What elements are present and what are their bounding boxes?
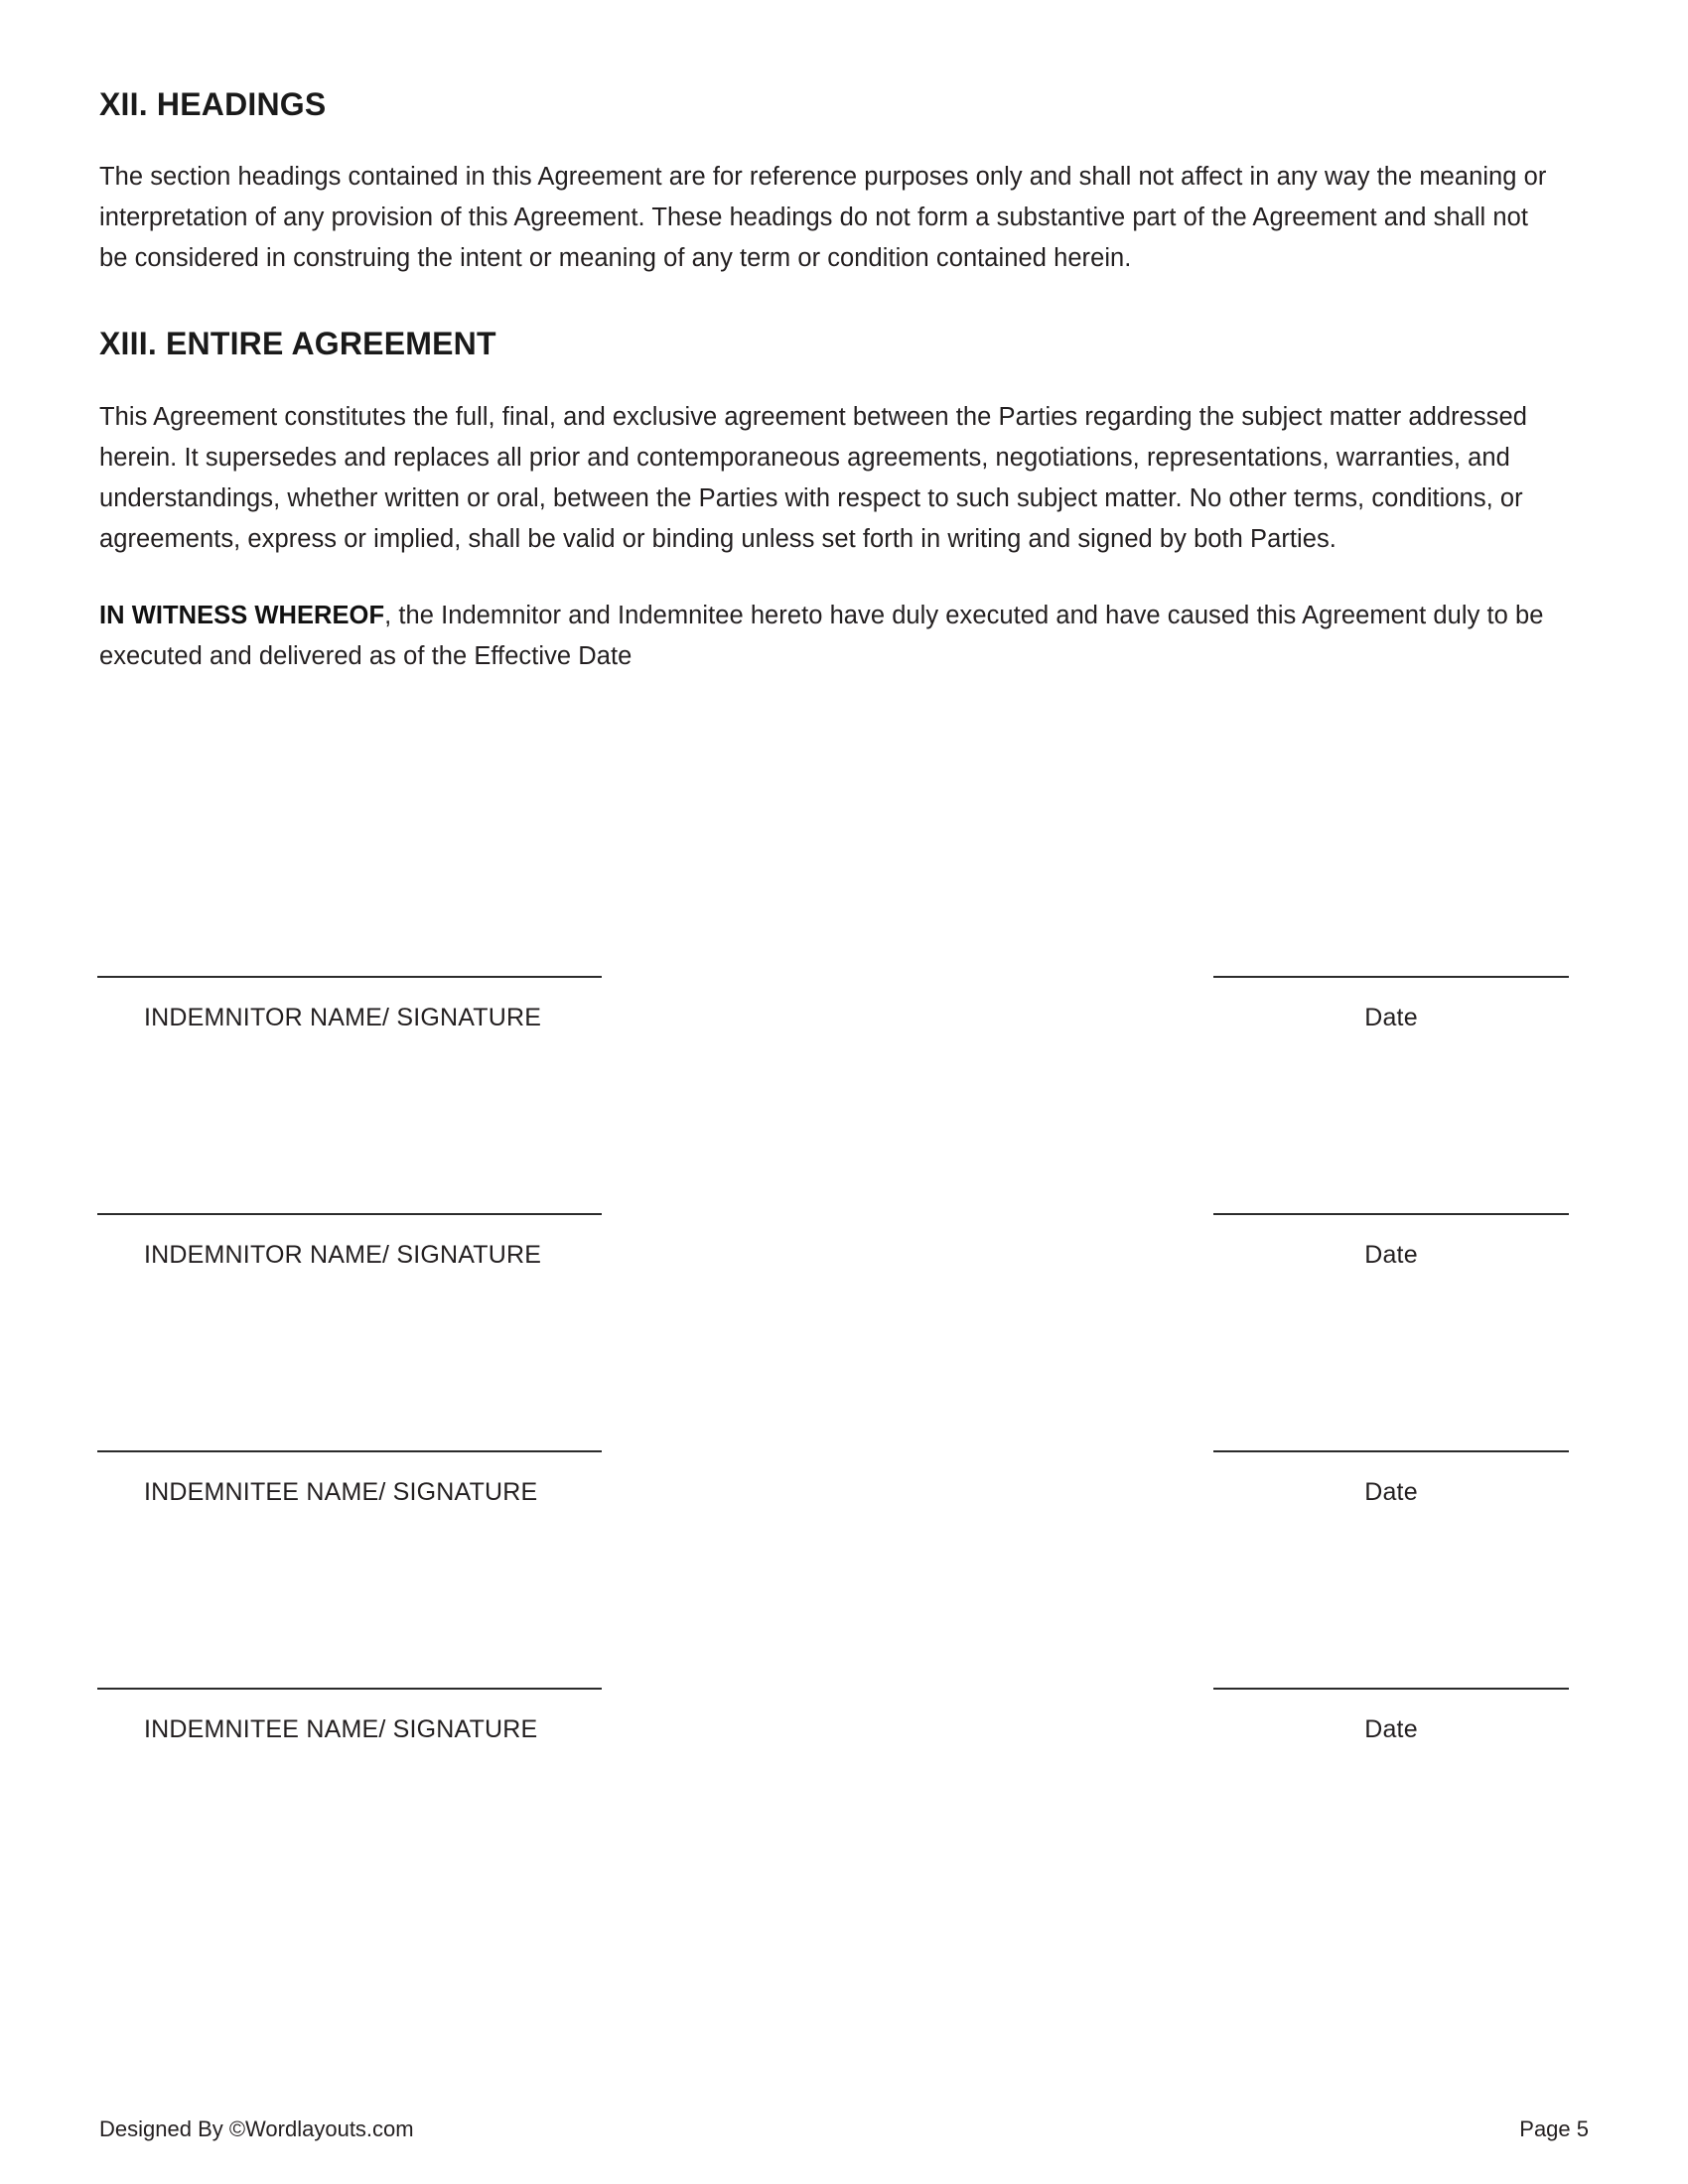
date-label-3: Date xyxy=(1364,1478,1418,1506)
page-footer xyxy=(99,2116,1589,2142)
signature-date-field-2[interactable] xyxy=(1213,1213,1569,1270)
signature-date-field-3[interactable] xyxy=(1213,1450,1569,1507)
signature-block-3 xyxy=(0,1450,1688,1570)
signature-name-field-4[interactable] xyxy=(97,1688,602,1744)
section-paragraph-headings: The section headings contained in this Agreement are for reference purposes only and shall not affect in any way the meaning or interpretation of any provision of this Agreement. These headings do not form a substantive part of the Agreement and shall not be considered in construing the intent or meaning of any term or condition contained herein. xyxy=(99,163,1547,273)
signature-block-4 xyxy=(0,1688,1688,1807)
section-heading-headings: XII. HEADINGS xyxy=(99,86,327,122)
witness-paragraph xyxy=(99,596,1549,677)
footer-credit: Designed By ©Wordlayouts.com xyxy=(99,2116,414,2141)
signature-line-4 xyxy=(97,1688,602,1690)
section-paragraph-entire-agreement: This Agreement constitutes the full, final, and exclusive agreement between the Parties regarding the subject matter addressed herein. It supersedes and replaces all prior and contemporaneous agreements, negotiations, representations, warranties, and understandings, whether written or oral, between the Parties with respect to such subject matter. No other terms, conditions, or agreements, express or implied, shall be valid or binding unless set forth in writing and signed by both Parties. xyxy=(99,402,1527,553)
signature-name-label-4: INDEMNITEE NAME/ SIGNATURE xyxy=(144,1715,538,1743)
signature-name-field-1[interactable] xyxy=(97,976,602,1032)
date-line-4 xyxy=(1213,1688,1569,1690)
section-heading-entire-agreement: XIII. ENTIRE AGREEMENT xyxy=(99,326,496,362)
date-label-1: Date xyxy=(1364,1004,1418,1031)
date-line-2 xyxy=(1213,1213,1569,1215)
signature-block-2 xyxy=(0,1213,1688,1332)
signature-date-field-4[interactable] xyxy=(1213,1688,1569,1744)
footer-page-number: Page 5 xyxy=(1519,2116,1589,2141)
date-label-4: Date xyxy=(1364,1715,1418,1743)
date-line-1 xyxy=(1213,976,1569,978)
signature-block-1 xyxy=(0,976,1688,1095)
date-line-3 xyxy=(1213,1450,1569,1452)
witness-rest-text: , the Indemnitor and Indemnitee hereto have duly executed and have caused this Agreement duly to be executed and delivered as of the Effective Date xyxy=(99,601,1544,670)
signature-line-1 xyxy=(97,976,602,978)
signature-name-label-2: INDEMNITOR NAME/ SIGNATURE xyxy=(144,1241,542,1269)
witness-lead-bold: IN WITNESS WHEREOF xyxy=(99,601,385,629)
signature-name-field-2[interactable] xyxy=(97,1213,602,1270)
signature-line-2 xyxy=(97,1213,602,1215)
signature-line-3 xyxy=(97,1450,602,1452)
date-label-2: Date xyxy=(1364,1241,1418,1269)
document-body xyxy=(99,85,1549,677)
signature-name-label-3: INDEMNITEE NAME/ SIGNATURE xyxy=(144,1478,538,1506)
signature-date-field-1[interactable] xyxy=(1213,976,1569,1032)
signature-name-label-1: INDEMNITOR NAME/ SIGNATURE xyxy=(144,1004,542,1031)
signature-name-field-3[interactable] xyxy=(97,1450,602,1507)
